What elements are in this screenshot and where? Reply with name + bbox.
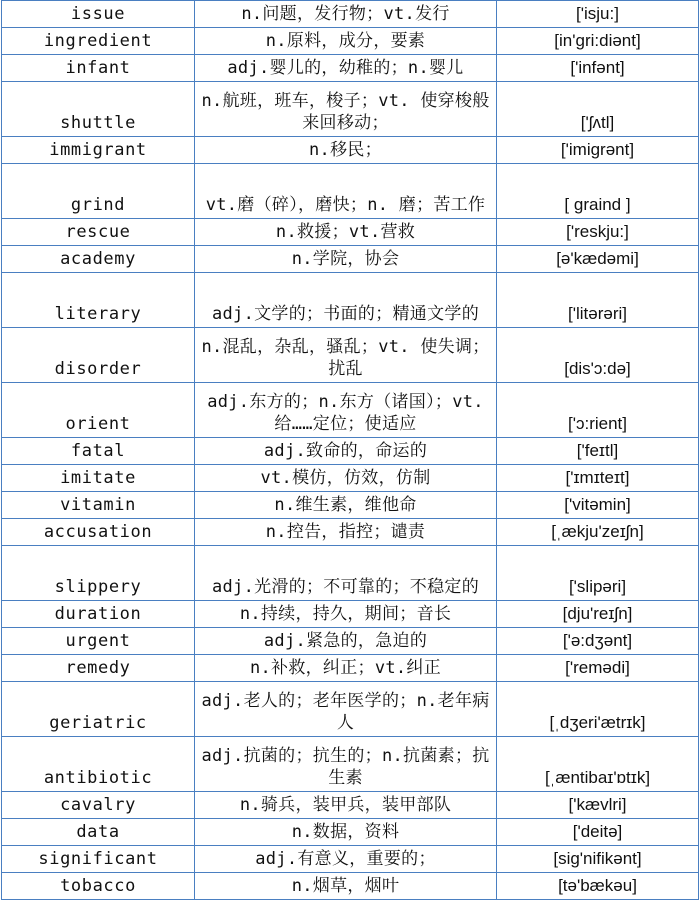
phonetic-cell: [dju'reɪʃn]: [497, 601, 699, 628]
word-cell: accusation: [2, 519, 195, 546]
definition-cell: adj.有意义，重要的；: [195, 846, 497, 873]
word-cell: data: [2, 819, 195, 846]
word-cell: antibiotic: [2, 737, 195, 792]
phonetic-cell: ['remədi]: [497, 655, 699, 682]
phonetic-cell: [tə'bækəu]: [497, 873, 699, 900]
table-row: [2, 55, 699, 82]
word-cell: issue: [2, 1, 195, 28]
word-cell: urgent: [2, 628, 195, 655]
phonetic-cell: ['reskju:]: [497, 219, 699, 246]
table-row: [2, 546, 699, 601]
phonetic-cell: ['kævlri]: [497, 792, 699, 819]
phonetic-cell: [ˌdʒeri'ætrɪk]: [497, 682, 699, 737]
table-row: [2, 819, 699, 846]
table-row: [2, 737, 699, 792]
table-row: [2, 655, 699, 682]
table-row: [2, 273, 699, 328]
table-row: [2, 164, 699, 219]
definition-cell: adj.紧急的，急迫的: [195, 628, 497, 655]
phonetic-cell: ['deitə]: [497, 819, 699, 846]
word-cell: rescue: [2, 219, 195, 246]
phonetic-cell: [dis'ɔ:də]: [497, 328, 699, 383]
table-row: [2, 519, 699, 546]
phonetic-cell: ['ə:dʒənt]: [497, 628, 699, 655]
definition-cell: n.学院，协会: [195, 246, 497, 273]
word-cell: grind: [2, 164, 195, 219]
word-cell: orient: [2, 383, 195, 438]
word-cell: tobacco: [2, 873, 195, 900]
table-row: [2, 792, 699, 819]
phonetic-cell: ['ɔ:rient]: [497, 383, 699, 438]
definition-cell: adj.文学的；书面的；精通文学的: [195, 273, 497, 328]
phonetic-cell: ['ʃʌtl]: [497, 82, 699, 137]
phonetic-cell: [ graind ]: [497, 164, 699, 219]
table-row: [2, 383, 699, 438]
table-row: [2, 219, 699, 246]
word-cell: academy: [2, 246, 195, 273]
table-row: [2, 492, 699, 519]
word-cell: geriatric: [2, 682, 195, 737]
table-row: [2, 465, 699, 492]
definition-cell: n.移民；: [195, 137, 497, 164]
table-row: [2, 873, 699, 900]
word-cell: infant: [2, 55, 195, 82]
table-row: [2, 438, 699, 465]
vocabulary-table: [1, 0, 699, 900]
definition-cell: vt.磨（碎），磨快；n. 磨；苦工作: [195, 164, 497, 219]
definition-cell: adj.婴儿的，幼稚的；n.婴儿: [195, 55, 497, 82]
table-row: [2, 682, 699, 737]
phonetic-cell: ['feɪtl]: [497, 438, 699, 465]
word-cell: disorder: [2, 328, 195, 383]
definition-cell: n.烟草，烟叶: [195, 873, 497, 900]
phonetic-cell: [ˌækju'zeɪʃn]: [497, 519, 699, 546]
definition-cell: n.持续，持久，期间；音长: [195, 601, 497, 628]
word-cell: imitate: [2, 465, 195, 492]
table-row: [2, 137, 699, 164]
table-row: [2, 246, 699, 273]
phonetic-cell: ['isju:]: [497, 1, 699, 28]
phonetic-cell: ['imigrənt]: [497, 137, 699, 164]
word-cell: significant: [2, 846, 195, 873]
table-row: [2, 28, 699, 55]
definition-cell: n.数据，资料: [195, 819, 497, 846]
word-cell: immigrant: [2, 137, 195, 164]
phonetic-cell: ['vitəmin]: [497, 492, 699, 519]
table-row: [2, 846, 699, 873]
definition-cell: n.救援；vt.营救: [195, 219, 497, 246]
table-row: [2, 82, 699, 137]
phonetic-cell: [sig'nifikənt]: [497, 846, 699, 873]
phonetic-cell: [ə'kædəmi]: [497, 246, 699, 273]
definition-cell: adj.老人的；老年医学的；n.老年病人: [195, 682, 497, 737]
word-cell: duration: [2, 601, 195, 628]
phonetic-cell: ['slipəri]: [497, 546, 699, 601]
definition-cell: adj.东方的；n.东方（诸国）；vt.给……定位；使适应: [195, 383, 497, 438]
word-cell: ingredient: [2, 28, 195, 55]
word-cell: remedy: [2, 655, 195, 682]
table-row: [2, 328, 699, 383]
phonetic-cell: [ˌæntibaɪ'ɒtɪk]: [497, 737, 699, 792]
word-cell: vitamin: [2, 492, 195, 519]
phonetic-cell: ['ɪmɪteɪt]: [497, 465, 699, 492]
definition-cell: adj.光滑的；不可靠的；不稳定的: [195, 546, 497, 601]
table-row: [2, 601, 699, 628]
word-cell: slippery: [2, 546, 195, 601]
table-row: [2, 628, 699, 655]
word-cell: cavalry: [2, 792, 195, 819]
table-row: [2, 1, 699, 28]
definition-cell: n.问题，发行物；vt.发行: [195, 1, 497, 28]
phonetic-cell: ['litərəri]: [497, 273, 699, 328]
word-cell: fatal: [2, 438, 195, 465]
word-cell: shuttle: [2, 82, 195, 137]
phonetic-cell: ['infənt]: [497, 55, 699, 82]
definition-cell: n.混乱，杂乱，骚乱；vt. 使失调；扰乱: [195, 328, 497, 383]
phonetic-cell: [in'gri:diənt]: [497, 28, 699, 55]
definition-cell: n.骑兵，装甲兵，装甲部队: [195, 792, 497, 819]
definition-cell: n.原料，成分，要素: [195, 28, 497, 55]
definition-cell: n.补救，纠正；vt.纠正: [195, 655, 497, 682]
definition-cell: vt.模仿，仿效，仿制: [195, 465, 497, 492]
definition-cell: n.航班，班车，梭子；vt. 使穿梭般来回移动；: [195, 82, 497, 137]
definition-cell: n.控告，指控；谴责: [195, 519, 497, 546]
definition-cell: adj.致命的，命运的: [195, 438, 497, 465]
definition-cell: adj.抗菌的；抗生的；n.抗菌素；抗生素: [195, 737, 497, 792]
definition-cell: n.维生素，维他命: [195, 492, 497, 519]
word-cell: literary: [2, 273, 195, 328]
